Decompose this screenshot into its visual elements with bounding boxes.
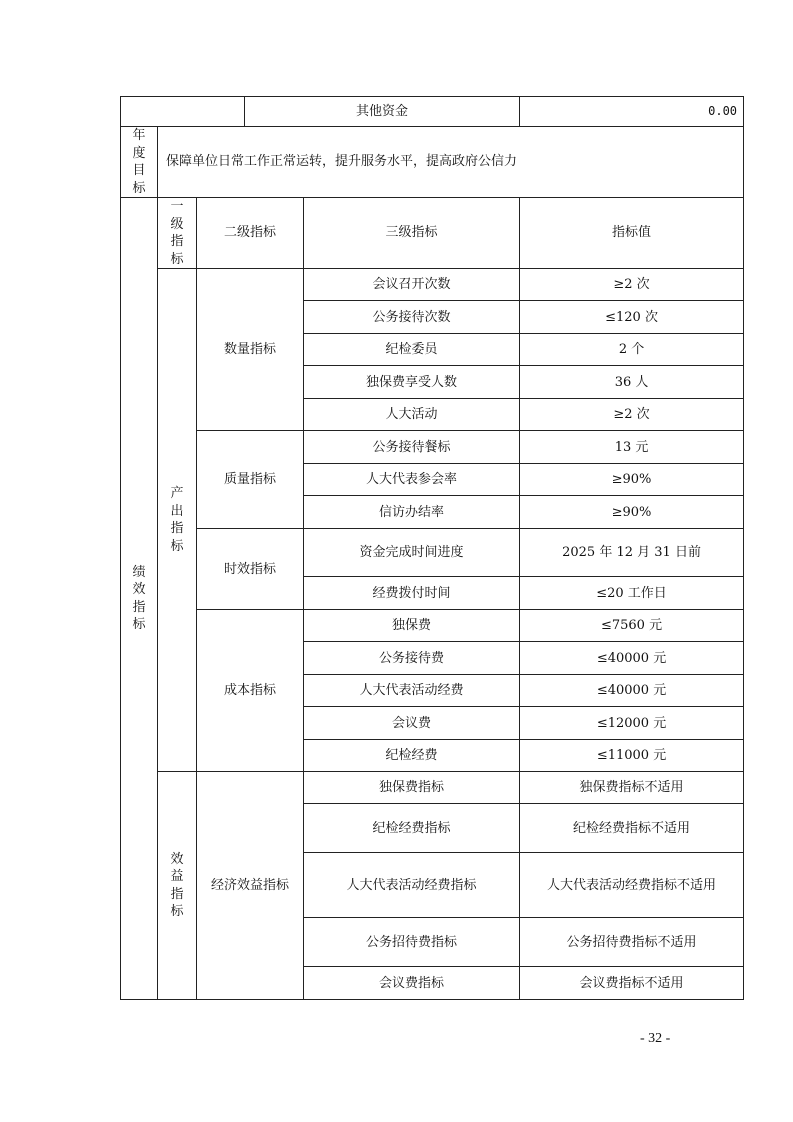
indicator-value: ≤120 次 xyxy=(520,301,744,334)
indicator-name: 人大代表参会率 xyxy=(304,464,520,496)
quality-label: 质量指标 xyxy=(197,431,304,529)
indicator-value: 会议费指标不适用 xyxy=(520,967,744,1000)
indicator-value: ≤40000 元 xyxy=(520,642,744,675)
indicator-value: ≤20 工作日 xyxy=(520,577,744,610)
indicator-value: ≤12000 元 xyxy=(520,707,744,740)
quantity-label: 数量指标 xyxy=(197,269,304,431)
indicator-value: ≥2 次 xyxy=(520,269,744,301)
indicator-name: 公务接待次数 xyxy=(304,301,520,334)
indicator-name: 公务招待费指标 xyxy=(304,918,520,967)
table-row xyxy=(121,529,744,577)
indicator-name: 独保费享受人数 xyxy=(304,366,520,399)
indicator-value: 独保费指标不适用 xyxy=(520,772,744,804)
indicator-value: 人大代表活动经费指标不适用 xyxy=(520,853,744,918)
indicator-value: 36 人 xyxy=(520,366,744,399)
indicator-name: 独保费指标 xyxy=(304,772,520,804)
indicator-value: ≥90% xyxy=(520,464,744,496)
indicator-name: 人大活动 xyxy=(304,399,520,431)
indicator-name: 纪检经费指标 xyxy=(304,804,520,853)
indicator-value: 2025 年 12 月 31 日前 xyxy=(520,529,744,577)
indicator-name: 会议召开次数 xyxy=(304,269,520,301)
indicator-value: 纪检经费指标不适用 xyxy=(520,804,744,853)
indicator-name: 信访办结率 xyxy=(304,496,520,529)
other-funds-label: 其他资金 xyxy=(245,97,520,127)
empty-cell xyxy=(121,97,245,127)
performance-label: 绩 效 指 标 xyxy=(121,198,158,1000)
performance-table xyxy=(120,96,744,1000)
annual-goal-label: 年 度 目 标 xyxy=(121,127,158,198)
indicator-value: ≤40000 元 xyxy=(520,675,744,707)
level3-header: 三级指标 xyxy=(304,198,520,269)
indicator-name: 人大代表活动经费 xyxy=(304,675,520,707)
indicator-name: 经费拨付时间 xyxy=(304,577,520,610)
table-row xyxy=(121,431,744,464)
indicator-name: 会议费 xyxy=(304,707,520,740)
indicator-name: 纪检经费 xyxy=(304,740,520,772)
level2-header: 二级指标 xyxy=(197,198,304,269)
indicator-value: ≤11000 元 xyxy=(520,740,744,772)
indicator-value: 2 个 xyxy=(520,334,744,366)
indicator-value: ≥90% xyxy=(520,496,744,529)
indicator-value: ≤7560 元 xyxy=(520,610,744,642)
header-row xyxy=(121,198,744,269)
annual-goal-row xyxy=(121,127,744,198)
cost-label: 成本指标 xyxy=(197,610,304,772)
other-funds-row xyxy=(121,97,744,127)
indicator-value: 13 元 xyxy=(520,431,744,464)
indicator-name: 纪检委员 xyxy=(304,334,520,366)
economic-benefit-label: 经济效益指标 xyxy=(197,772,304,1000)
level1-header: 一 级 指 标 xyxy=(158,198,197,269)
indicator-value: 公务招待费指标不适用 xyxy=(520,918,744,967)
indicator-name: 公务接待费 xyxy=(304,642,520,675)
page-number: - 32 - xyxy=(640,1031,671,1046)
output-label: 产 出 指 标 xyxy=(158,269,197,772)
table-row xyxy=(121,610,744,642)
indicator-name: 独保费 xyxy=(304,610,520,642)
timeliness-label: 时效指标 xyxy=(197,529,304,610)
indicator-name: 人大代表活动经费指标 xyxy=(304,853,520,918)
indicator-name: 会议费指标 xyxy=(304,967,520,1000)
table-row xyxy=(121,772,744,804)
indicator-name: 公务接待餐标 xyxy=(304,431,520,464)
table-row xyxy=(121,269,744,301)
indicator-value: ≥2 次 xyxy=(520,399,744,431)
annual-goal-text: 保障单位日常工作正常运转，提升服务水平，提高政府公信力 xyxy=(158,127,744,198)
benefit-label: 效 益 指 标 xyxy=(158,772,197,1000)
value-header: 指标值 xyxy=(520,198,744,269)
other-funds-value: 0.00 xyxy=(520,97,744,127)
indicator-name: 资金完成时间进度 xyxy=(304,529,520,577)
